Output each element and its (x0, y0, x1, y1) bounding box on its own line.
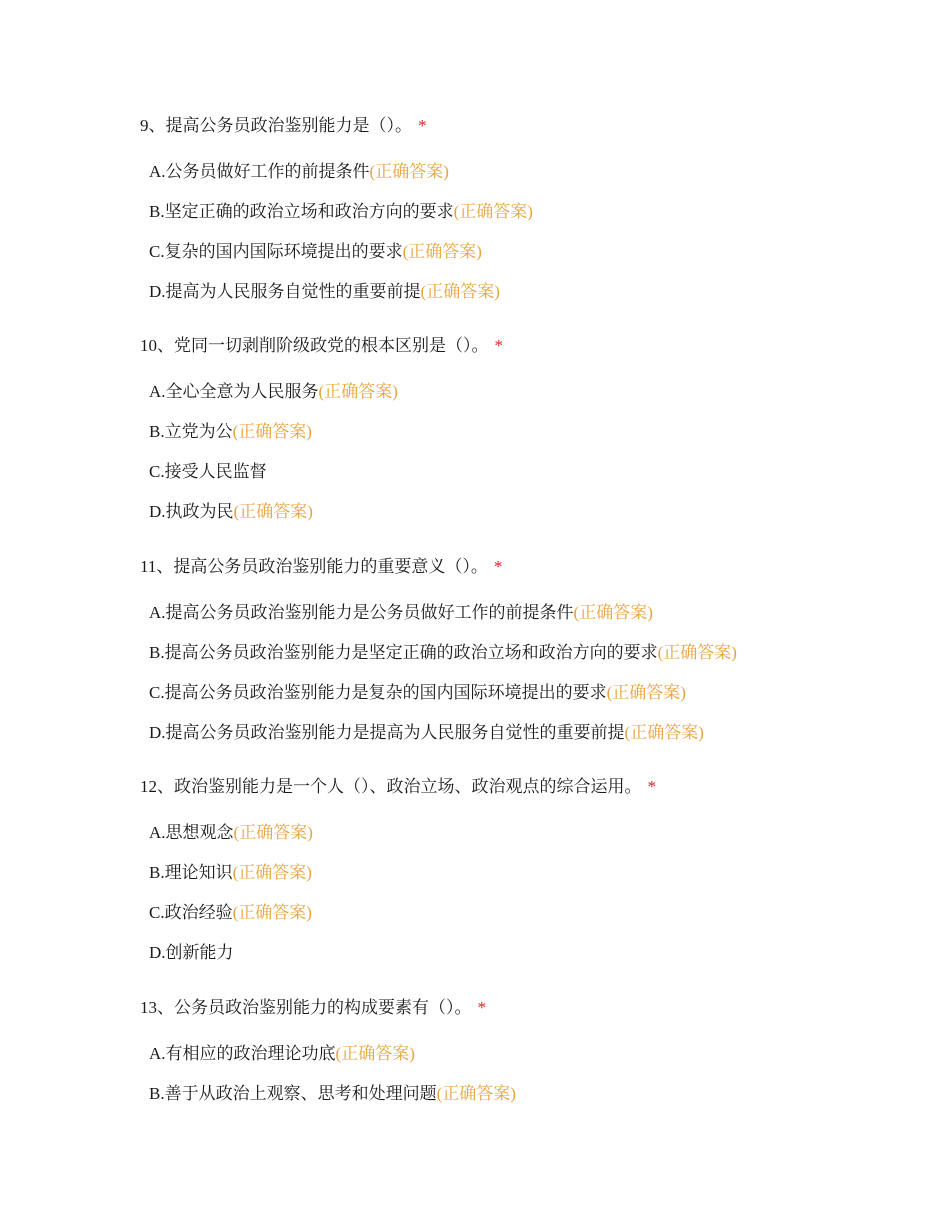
correct-answer-tag: (正确答案) (233, 823, 313, 842)
option-list (140, 1042, 920, 1106)
required-mark: * (477, 998, 486, 1017)
required-mark: * (494, 336, 503, 355)
option-list (140, 160, 920, 304)
option-a[interactable]: A.思想观念(正确答案) (149, 823, 313, 842)
correct-answer-tag: (正确答案) (233, 502, 313, 521)
option-d[interactable]: D.提高为人民服务自觉性的重要前提(正确答案) (149, 282, 500, 301)
option-list (140, 380, 920, 524)
correct-answer-tag: (正确答案) (657, 643, 737, 662)
required-mark: * (418, 116, 427, 135)
option-b[interactable]: B.立党为公(正确答案) (149, 422, 312, 441)
correct-answer-tag: (正确答案) (402, 242, 482, 261)
question-9 (140, 114, 920, 320)
option-b[interactable]: B.善于从政治上观察、思考和处理问题(正确答案) (149, 1084, 516, 1103)
option-d[interactable]: D.执政为民(正确答案) (149, 502, 313, 521)
correct-answer-tag: (正确答案) (232, 903, 312, 922)
option-c[interactable]: C.接受人民监督 (149, 462, 267, 481)
option-b[interactable]: B.提高公务员政治鉴别能力是坚定正确的政治立场和政治方向的要求(正确答案) (149, 643, 737, 662)
option-b[interactable]: B.理论知识(正确答案) (149, 863, 312, 882)
option-d[interactable]: D.创新能力 (149, 943, 234, 962)
correct-answer-tag: (正确答案) (573, 603, 653, 622)
required-mark: * (493, 557, 503, 576)
question-title: 9、提高公务员政治鉴别能力是（）。 * (140, 116, 427, 135)
question-title: 10、党同一切剥削阶级政党的根本区别是（）。 * (140, 336, 503, 355)
question-11 (140, 555, 920, 761)
option-a[interactable]: A.有相应的政治理论功底(正确答案) (149, 1044, 415, 1063)
required-mark: * (647, 777, 656, 796)
question-13 (140, 996, 920, 1122)
correct-answer-tag: (正确答案) (369, 162, 449, 181)
question-title: 13、公务员政治鉴别能力的构成要素有（）。 * (140, 998, 486, 1017)
question-12 (140, 775, 920, 981)
option-list (140, 821, 920, 965)
option-d[interactable]: D.提高公务员政治鉴别能力是提高为人民服务自觉性的重要前提(正确答案) (149, 723, 704, 742)
correct-answer-tag: (正确答案) (436, 1084, 516, 1103)
option-a[interactable]: A.提高公务员政治鉴别能力是公务员做好工作的前提条件(正确答案) (149, 603, 653, 622)
correct-answer-tag: (正确答案) (624, 723, 704, 742)
correct-answer-tag: (正确答案) (232, 863, 312, 882)
option-a[interactable]: A.公务员做好工作的前提条件(正确答案) (149, 162, 449, 181)
correct-answer-tag: (正确答案) (606, 683, 686, 702)
correct-answer-tag: (正确答案) (318, 382, 398, 401)
option-list (140, 601, 920, 745)
option-c[interactable]: C.复杂的国内国际环境提出的要求(正确答案) (149, 242, 482, 261)
correct-answer-tag: (正确答案) (453, 202, 533, 221)
option-c[interactable]: C.提高公务员政治鉴别能力是复杂的国内国际环境提出的要求(正确答案) (149, 683, 686, 702)
option-b[interactable]: B.坚定正确的政治立场和政治方向的要求(正确答案) (149, 202, 533, 221)
question-10 (140, 334, 920, 540)
correct-answer-tag: (正确答案) (232, 422, 312, 441)
question-title: 12、政治鉴别能力是一个人（）、政治立场、政治观点的综合运用。 * (140, 777, 656, 796)
option-a[interactable]: A.全心全意为人民服务(正确答案) (149, 382, 398, 401)
question-title: 11、提高公务员政治鉴别能力的重要意义（）。 * (140, 557, 503, 576)
option-c[interactable]: C.政治经验(正确答案) (149, 903, 312, 922)
correct-answer-tag: (正确答案) (420, 282, 500, 301)
correct-answer-tag: (正确答案) (335, 1044, 415, 1063)
